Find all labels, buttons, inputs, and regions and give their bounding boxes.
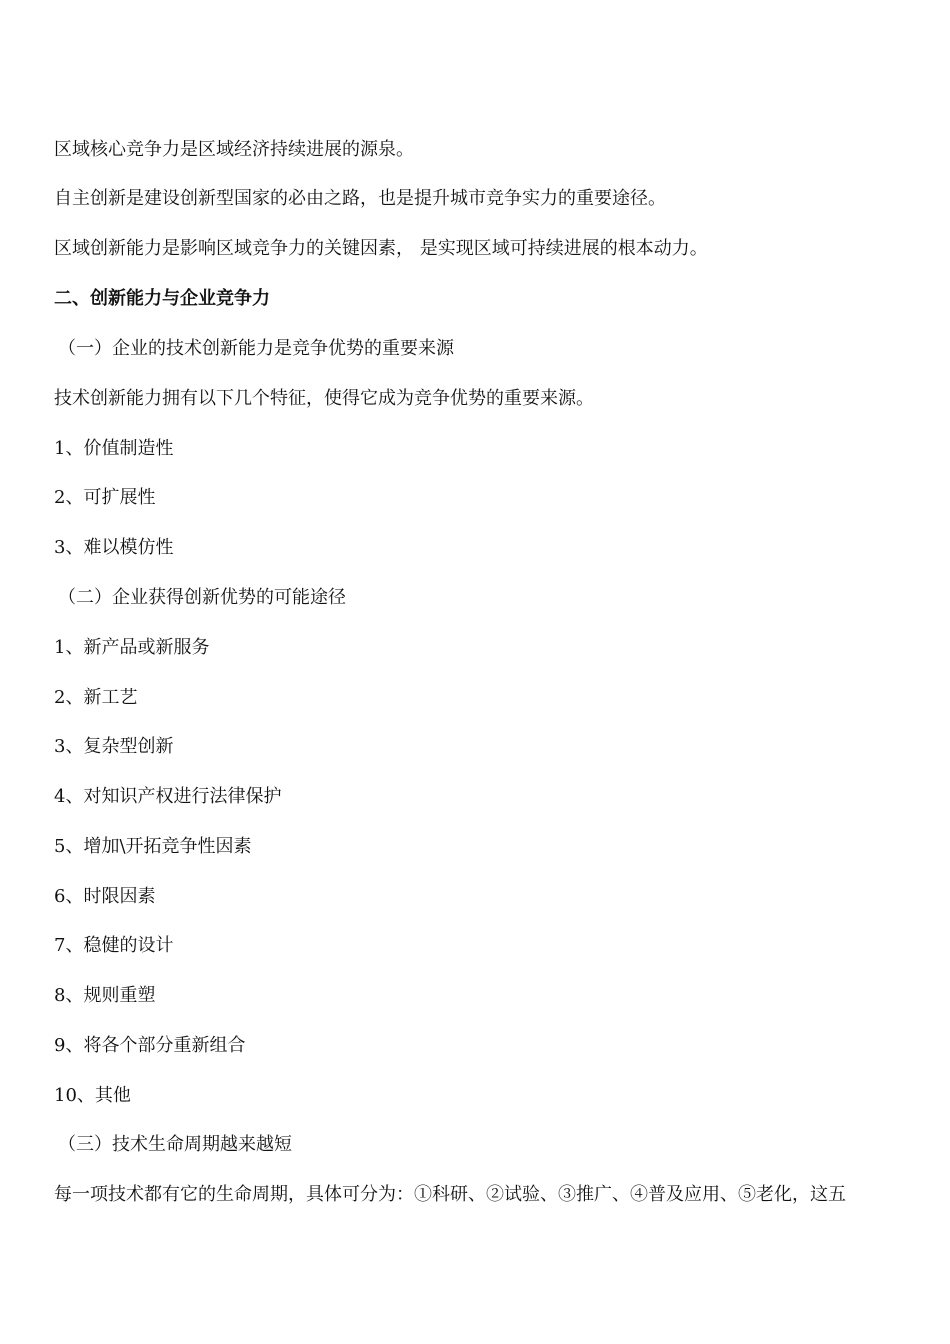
subsection-heading-3: （三）技术生命周期越来越短 [58,1134,292,1155]
list-item-feature-3: 3、难以模仿性 [54,537,174,558]
section-heading-2: 二、创新能力与企业竞争力 [54,288,270,309]
list-item-path-3: 3、复杂型创新 [54,736,174,757]
subsection-heading-2: （二）企业获得创新优势的可能途径 [58,587,346,608]
list-item-feature-1: 1、价值制造性 [54,438,174,459]
list-item-path-2: 2、新工艺 [54,687,138,708]
list-item-path-6: 6、时限因素 [54,886,156,907]
paragraph-independent-innovation: 自主创新是建设创新型国家的必由之路，也是提升城市竞争实力的重要途径。 [54,188,666,209]
list-item-path-10: 10、其他 [54,1085,131,1106]
list-item-feature-2: 2、可扩展性 [54,487,156,508]
list-item-path-5: 5、增加\开拓竞争性因素 [54,836,252,857]
subsection-heading-1: （一）企业的技术创新能力是竞争优势的重要来源 [58,338,454,359]
list-item-path-8: 8、规则重塑 [54,985,156,1006]
list-item-path-9: 9、将各个部分重新组合 [54,1035,246,1056]
list-item-path-1: 1、新产品或新服务 [54,637,210,658]
list-item-path-7: 7、稳健的设计 [54,935,174,956]
paragraph-features-intro: 技术创新能力拥有以下几个特征，使得它成为竞争优势的重要来源。 [54,388,594,409]
list-item-path-4: 4、对知识产权进行法律保护 [54,786,282,807]
paragraph-technology-life-cycle: 每一项技术都有它的生命周期，具体可分为：①科研、②试验、③推广、④普及应用、⑤老化，这五 [54,1184,846,1205]
paragraph-regional-innovation-capability: 区域创新能力是影响区域竞争力的关键因素， 是实现区域可持续进展的根本动力。 [54,238,708,259]
paragraph-regional-core-competitiveness: 区域核心竞争力是区域经济持续进展的源泉。 [54,139,414,160]
